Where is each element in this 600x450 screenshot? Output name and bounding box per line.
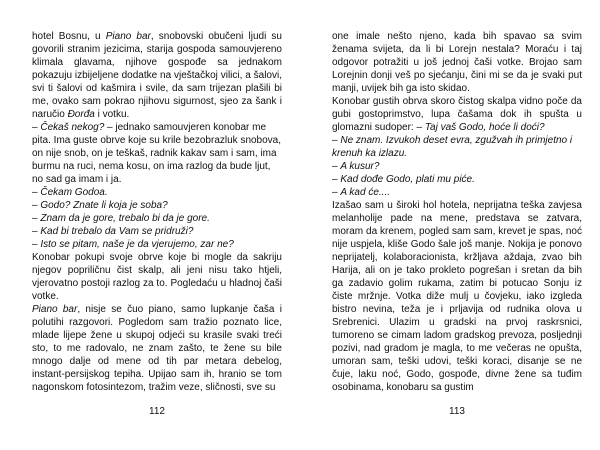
paragraph [32,30,282,121]
paragraph [332,95,582,134]
italic-text: Kad bi trebalo da Vam se pridruži? [40,226,194,237]
paragraph-text: – [32,200,41,211]
italic-text: Znam da je gore, trebalo bi da je gore. [40,213,210,224]
paragraph [32,238,282,251]
italic-text: Piano bar [32,304,78,315]
paragraph-text: – [332,135,341,146]
paragraph-text: – [32,239,41,250]
left-page-text [32,30,282,398]
italic-text: Taj vaš Godo, hoće li doći? [424,122,545,133]
italic-text: Ne znam. Izvukoh deset evra, zgužvah ih primjetno i krenuh ka izlazu. [332,135,573,159]
paragraph [32,186,282,199]
paragraph-text: – jednako samouvjeren konobar me pita. Ima guste obrve koje su krile bezobrazluk snobova, on nije snob, on je teškaš, radnik kakav sam i sam, ima burmu na ruci, nema kosu, on ima razlog da bude ljut, no sad ga imam i ja. [32,122,282,185]
paragraph [32,212,282,225]
paragraph-text: one imale nešto njeno, kada bih spavao sa svim ženama svijeta, da li bi Lorejn nestala? Moraću i taj odgovor potražiti u još jednoj čaši votke. Brojao sam Lorejnin donji veš po sjećanju, čini mi se da je svaki put manji, uvijek bih ga isto skidao. [332,31,582,94]
paragraph-text: hotel Bosnu, u [32,31,106,42]
paragraph-text: – [32,187,41,198]
paragraph [332,186,582,199]
italic-text: A kad će.... [340,187,390,198]
italic-text: Godo? Znate li koja je soba? [40,200,168,211]
paragraph [332,134,582,160]
italic-text: Kad dođe Godo, plati mu piće. [340,174,475,185]
italic-text: Piano bar [105,31,151,42]
left-page [32,30,282,417]
paragraph-text: – [32,122,41,133]
left-page-number: 112 [149,406,165,417]
italic-text: A kusur? [340,161,380,172]
paragraph-text: , snobovski obučeni ljudi su govorili stranim jezicima, starija gospoda samouvjereno klimala glavama, njihove gospođe sa jednakom pokazuju izbijeljene dodatke na vještačkoj vilici, a šalovi, svi ti šalovi od kašmira i svile, da sam trijezan plašili bi me, ovako sam pokrao njihovu sigurnost, sjeo za šank i naručio [32,31,282,120]
paragraph-text: Izašao sam u široki hol hotela, neprijatna teška zavjesa melanholije pade na mene, predstava se zatvara, moram da krenem, pogled sam sam, krevet je spas, noć nije uspjela, kliše Godo šale još manje. Nokija je ponovo neprijatelj, kolaboracionista, kržljava aždaja, zvao bih Harija, ali on je tako prokleto pogrešan i sretan da bih ga zadavio golim rukama, zatim bi potucao Sonju iz čiste mržnje. Votka diže mulj u čovjeku, iako izgleda bistro nevina, teža je i prljavija od rudnika olova u Srebrenici. Ulazim u gradski na prvoj raskrsnici, tumoreno se cimam ladom gradskog prevoza, posljednji pozivi, nad gradom je magla, to me večeras ne opušta, umoran sam, teški udovi, teški koraci, disanje se ne čuje, laku noć, Godo, gospođe, divne žene sa tuđim osobinama, konobaru sa gustim [332,200,582,393]
paragraph-text: Konobar gustih obrva skoro čistog skalpa vidno poče da gubi gostoprimstvo, lupa čašama dok ih spušta u glomazni sudoper: – [332,96,582,133]
paragraph-text: Konobar pokupi svoje obrve koje bi mogle da sakriju njegov popriličnu čist skalp, ali jeni nisu tako htjeli, vjerovatno postoji razlog za to. Pogledaću u hladnoj čaši votke. [32,252,282,302]
right-page [332,30,582,417]
paragraph-text: i votku. [94,109,130,120]
paragraph-text: – [332,174,341,185]
paragraph [332,30,582,95]
paragraph [332,199,582,394]
italic-text: Đorđa [67,109,95,120]
paragraph-text: – [32,213,41,224]
paragraph [32,225,282,238]
right-page-text [332,30,582,398]
paragraph [332,173,582,186]
italic-text: Čekaš nekog? [40,122,105,133]
paragraph-text: – [332,187,341,198]
italic-text: Čekam Godoa. [40,187,108,198]
italic-text: Isto se pitam, naše je da vjerujemo, zar ne? [40,239,234,250]
paragraph-text: – [32,226,41,237]
paragraph-text: , nisje se čuo piano, samo lupkanje čaša i polutihi razgovori. Pogledom sam tražio poznato lice, mlade lijepe žene u skupoj odjeći su krasile svaki treći sto, to me radovalo, ne znam zašto, te žene su bile mnogo dalje od mene od tih par metara debelog, instant-persijskog tepiha. Upijao sam ih, hranio se tom nagonskom fotosintezom, tražim veze, sličnosti, sve su [32,304,282,393]
right-page-number: 113 [449,406,465,417]
paragraph [32,303,282,394]
paragraph [32,199,282,212]
paragraph [332,160,582,173]
paragraph [32,121,282,186]
paragraph-text: – [332,161,341,172]
paragraph [32,251,282,303]
